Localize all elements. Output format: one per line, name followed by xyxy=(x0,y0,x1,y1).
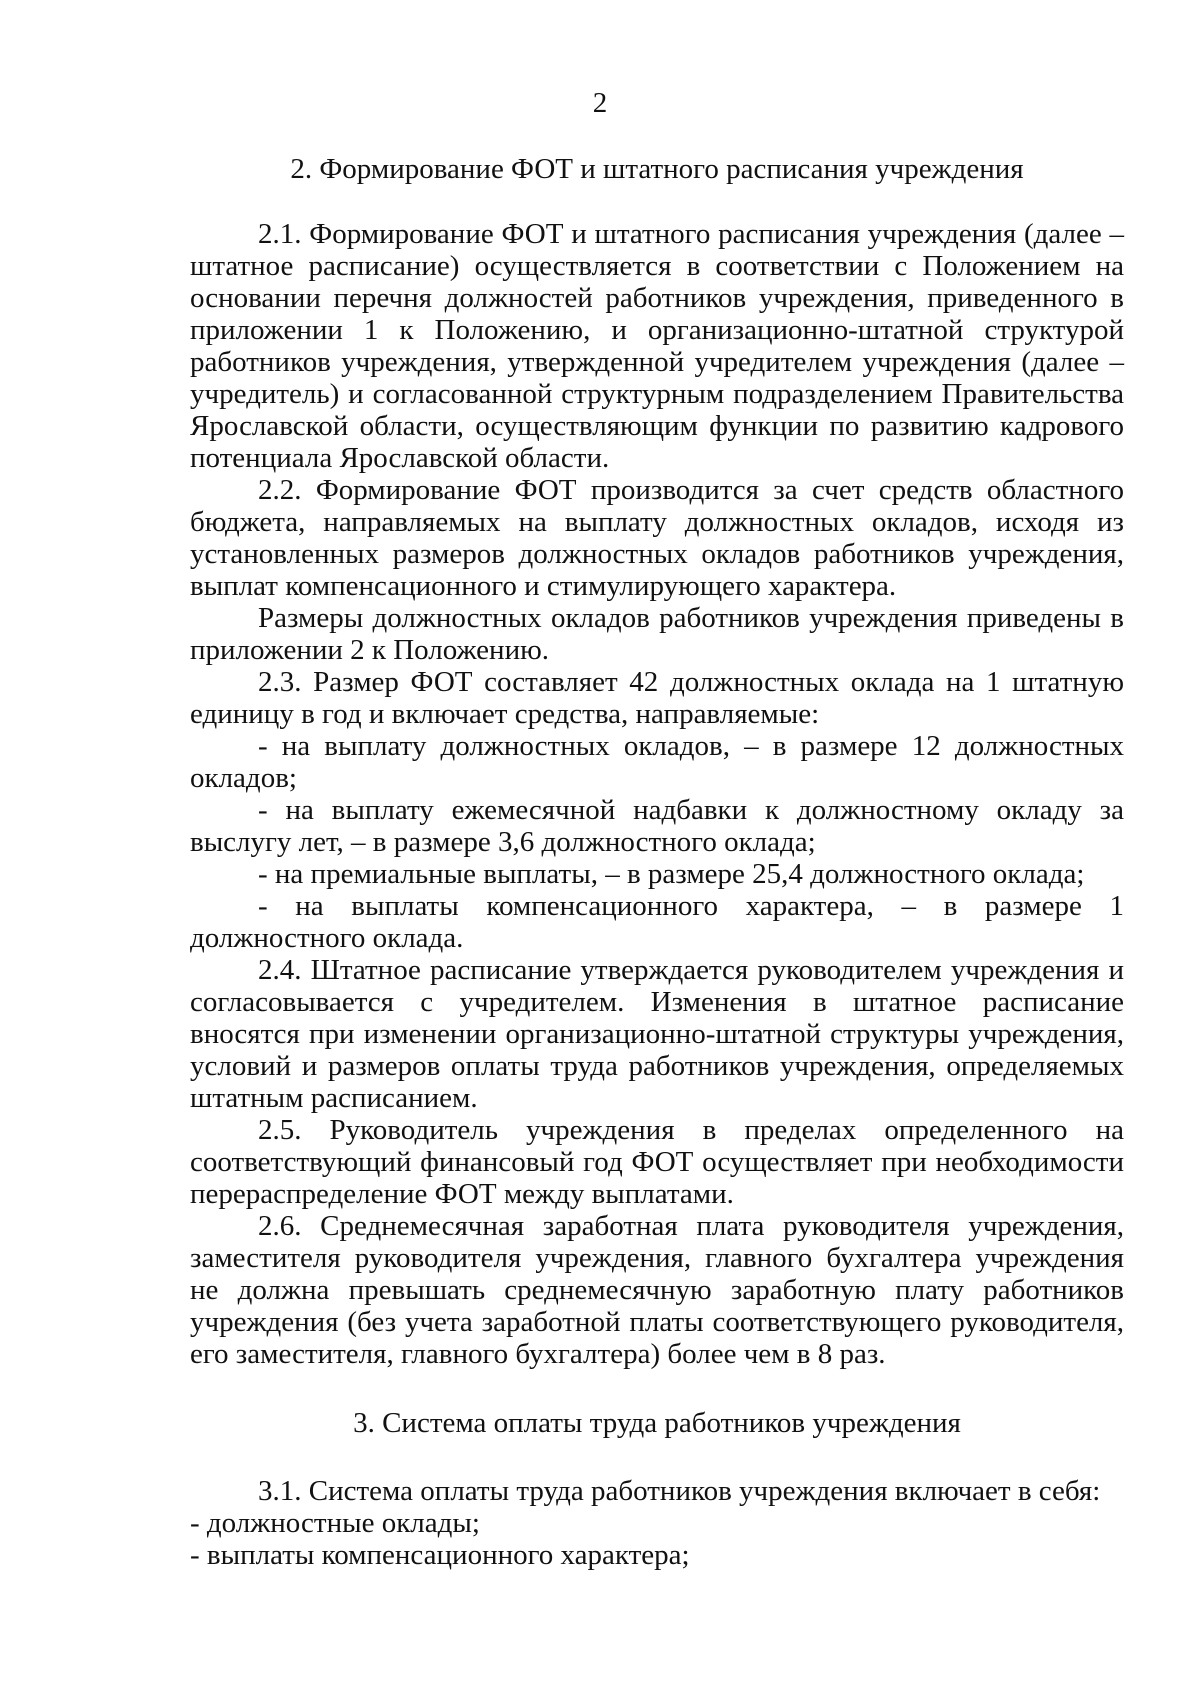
list-item-official-salaries: - должностные оклады; xyxy=(190,1507,480,1539)
list-item-premiums: - на премиальные выплаты, – в размере 25,4 должностного оклада; xyxy=(258,858,1085,890)
list-item-seniority-bonus: - на выплату ежемесячной надбавки к должностному окладу за выслугу лет, – в размере 3,6 должностного оклада; xyxy=(190,794,1124,858)
list-item-compensation: - на выплаты компенсационного характера, – в размере 1 должностного оклада. xyxy=(190,890,1124,954)
list-item-salaries: - на выплату должностных окладов, – в размере 12 должностных окладов; xyxy=(190,730,1124,794)
section-2-body xyxy=(190,218,1124,1370)
paragraph-2-1: 2.1. Формирование ФОТ и штатного расписания учреждения (далее – штатное расписание) осуществляется в соответствии с Положением на основании перечня должностей работников учреждения, приведенного в приложении 1 к Положению, и организационно-штатной структурой работников учреждения, утвержденной учредителем учреждения (далее – учредитель) и согласованной структурным подразделением Правительства Ярославской области, осуществляющим функции по развитию кадрового потенциала Ярославской области. xyxy=(190,218,1124,474)
paragraph-2-3: 2.3. Размер ФОТ составляет 42 должностных оклада на 1 штатную единицу в год и включает средства, направляемые: xyxy=(190,666,1124,730)
paragraph-2-2-sizes: Размеры должностных окладов работников учреждения приведены в приложении 2 к Положению. xyxy=(190,602,1124,666)
paragraph-2-2: 2.2. Формирование ФОТ производится за счет средств областного бюджета, направляемых на выплату должностных окладов, исходя из установленных размеров должностных окладов работников учреждения, выплат компенсационного и стимулирующего характера. xyxy=(190,474,1124,602)
section-2-heading: 2. Формирование ФОТ и штатного расписания учреждения xyxy=(290,153,1024,185)
paragraph-3-1: 3.1. Система оплаты труда работников учреждения включает в себя: xyxy=(258,1475,1101,1507)
section-3-body xyxy=(190,1475,1124,1571)
page-number: 2 xyxy=(592,87,608,119)
paragraph-2-4: 2.4. Штатное расписание утверждается руководителем учреждения и согласовывается с учредителем. Изменения в штатное расписание вносятся при изменении организационно-штатной структуры учреждения, условий и размеров оплаты труда работников учреждения, определяемых штатным расписанием. xyxy=(190,954,1124,1114)
paragraph-2-6: 2.6. Среднемесячная заработная плата руководителя учреждения, заместителя руководителя учреждения, главного бухгалтера учреждения не должна превышать среднемесячную заработную плату работников учреждения (без учета заработной платы соответствующего руководителя, его заместителя, главного бухгалтера) более чем в 8 раз. xyxy=(190,1210,1124,1370)
paragraph-2-5: 2.5. Руководитель учреждения в пределах определенного на соответствующий финансовый год ФОТ осуществляет при необходимости перераспределение ФОТ между выплатами. xyxy=(190,1114,1124,1210)
list-item-compensation-payments: - выплаты компенсационного характера; xyxy=(190,1539,690,1571)
section-3-heading: 3. Система оплаты труда работников учреждения xyxy=(353,1407,961,1439)
